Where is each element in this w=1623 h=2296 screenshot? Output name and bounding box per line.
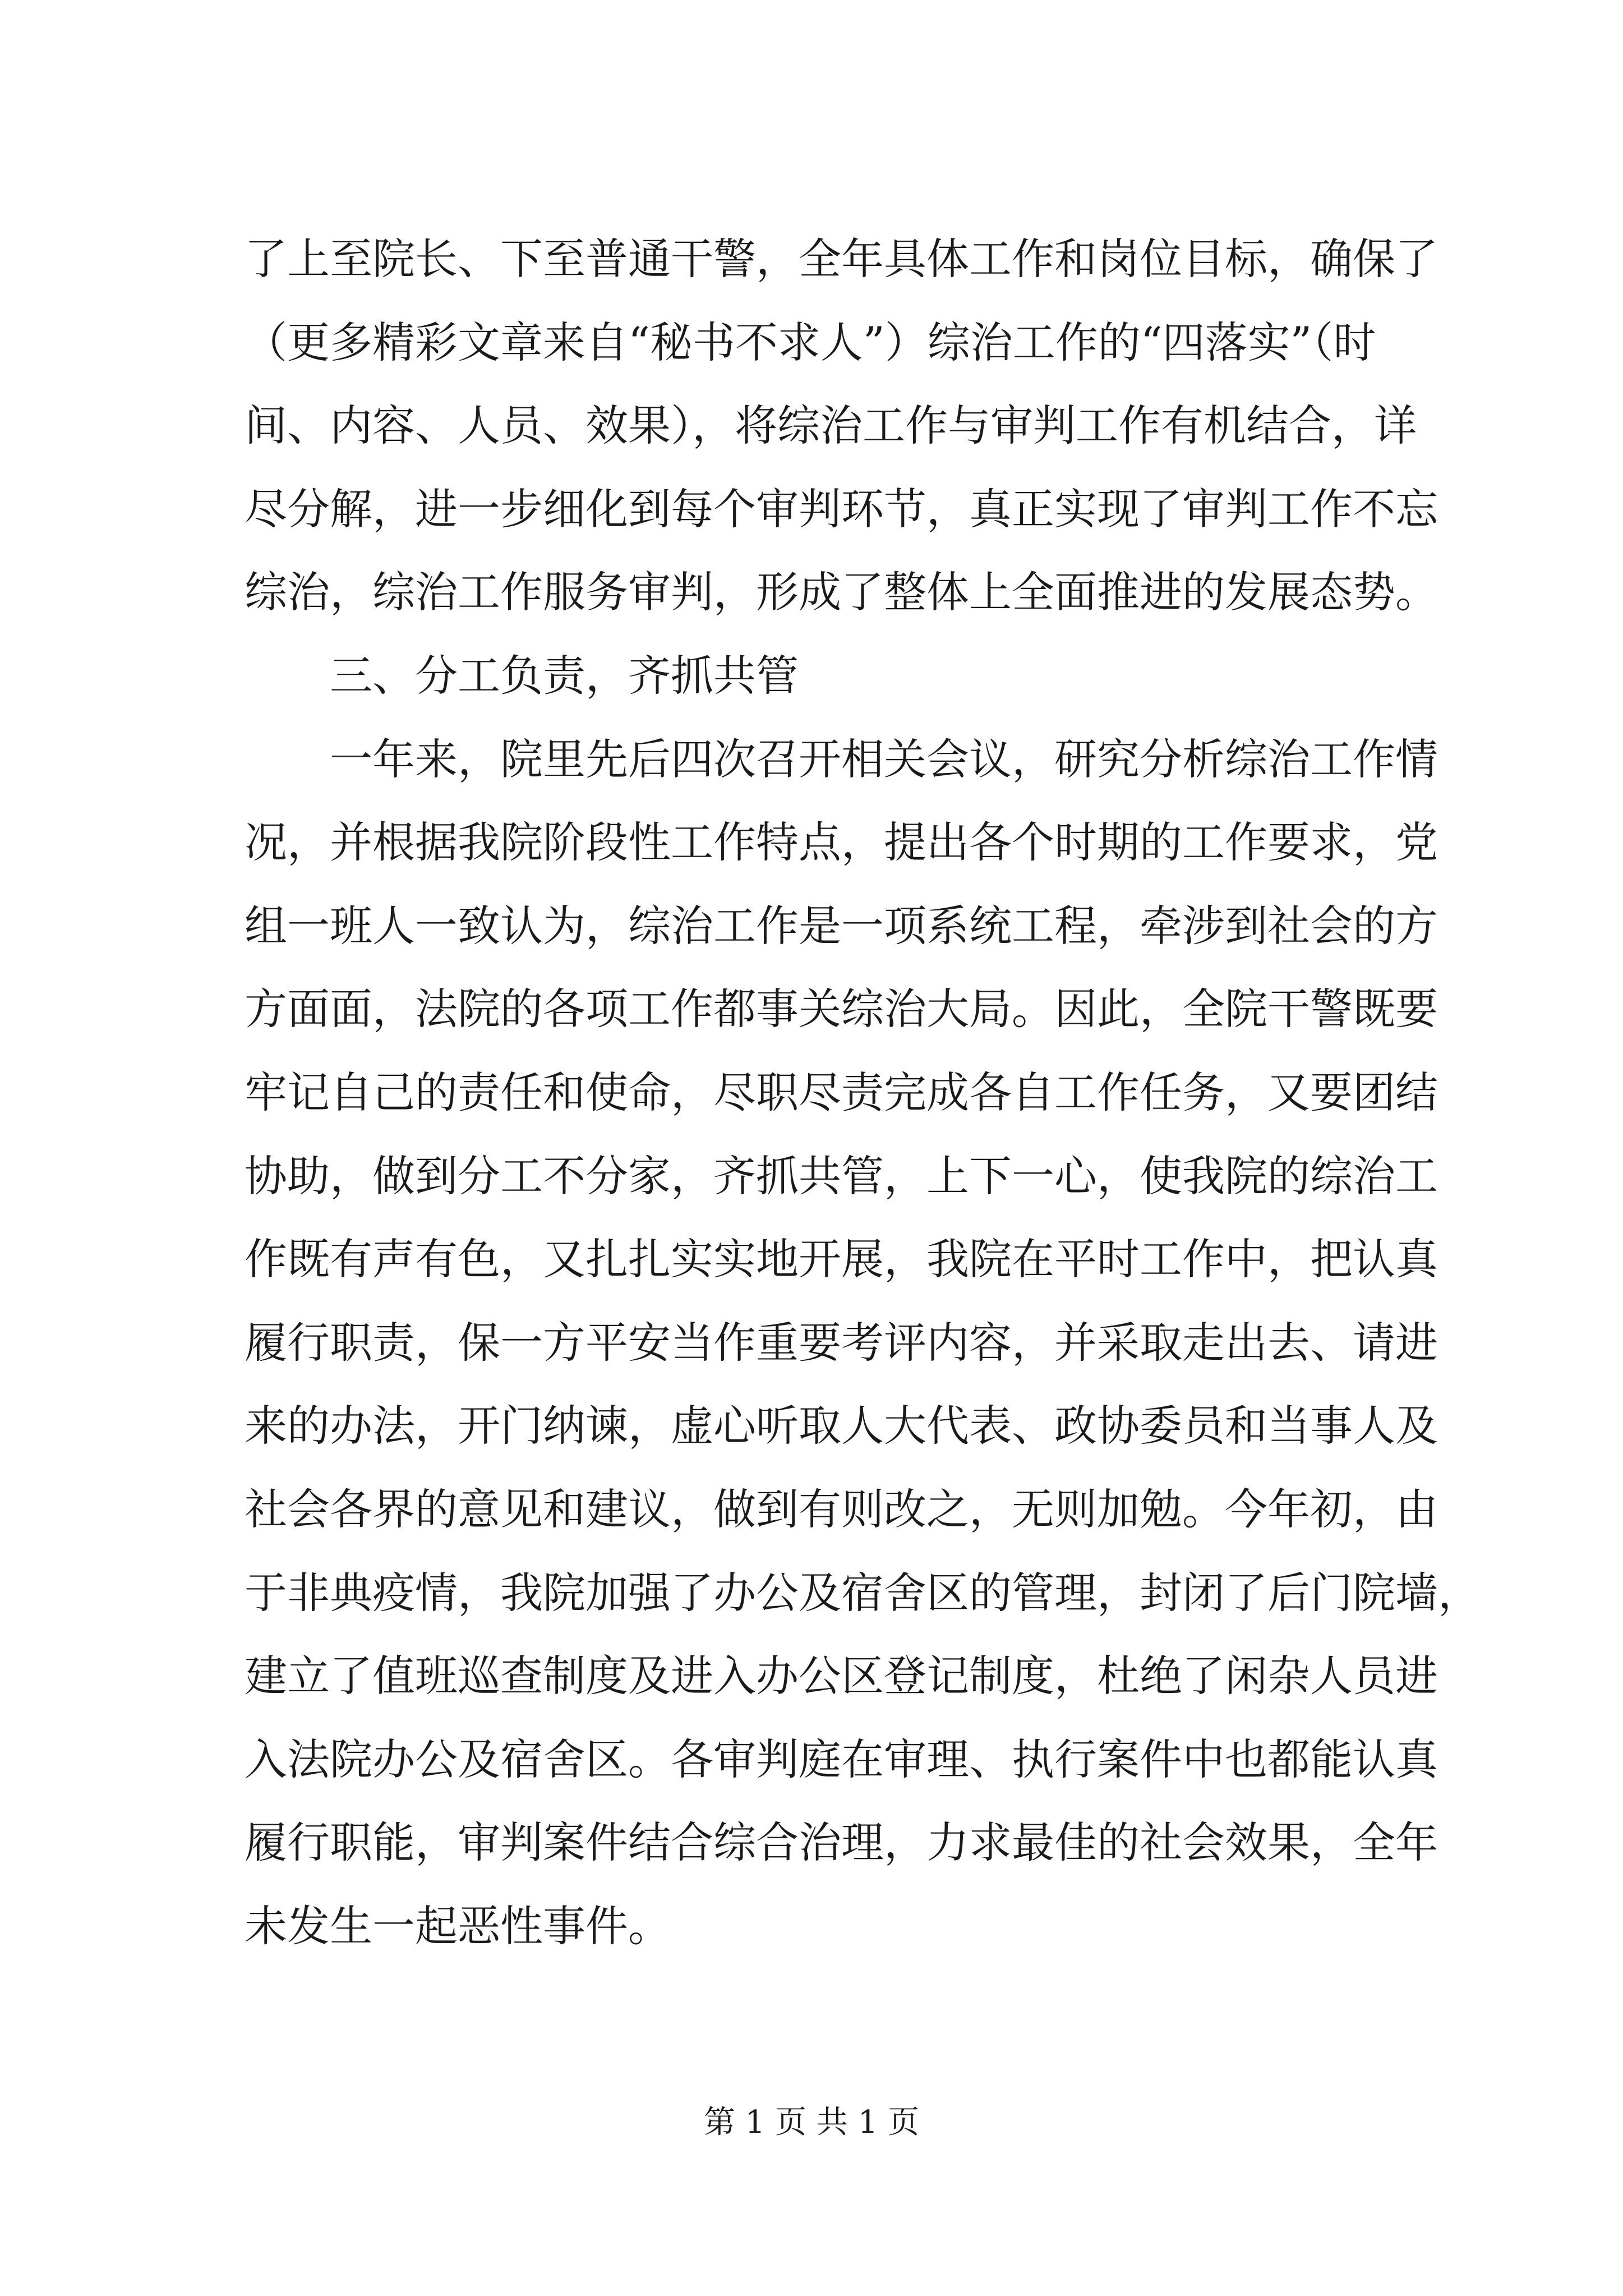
text-line: 于非典疫情，我院加强了办公及宿舍区的管理，封闭了后门院墙，	[245, 1567, 1481, 1618]
text-line: 社会各界的意见和建议，做到有则改之，无则加勉。今年初，由	[245, 1484, 1438, 1534]
text-line: 入法院办公及宿舍区。各审判庭在审理、执行案件中也都能认真	[245, 1734, 1438, 1784]
text-line: 协助，做到分工不分家，齐抓共管，上下一心，使我院的综治工	[245, 1151, 1438, 1201]
text-line: 履行职能，审判案件结合综合治理，力求最佳的社会效果，全年	[245, 1818, 1438, 1868]
text-line: 了上至院长、下至普通干警，全年具体工作和岗位目标，确保了	[245, 234, 1438, 284]
text-line: 建立了值班巡查制度及进入办公区登记制度，杜绝了闲杂人员进	[245, 1651, 1438, 1701]
text-line: 作既有声有色，又扎扎实实地开展，我院在平时工作中，把认真	[245, 1234, 1438, 1285]
body-text	[245, 218, 1481, 1968]
text-line: 方面面，法院的各项工作都事关综治大局。因此，全院干警既要	[245, 984, 1438, 1034]
text-line: 未发生一起恶性事件。	[245, 1901, 671, 1951]
text-line: 一年来，院里先后四次召开相关会议，研究分析综治工作情	[245, 734, 1438, 784]
text-line: 来的办法，开门纳谏，虚心听取人大代表、政协委员和当事人及	[245, 1401, 1438, 1451]
text-line: 履行职责，保一方平安当作重要考评内容，并采取走出去、请进	[245, 1317, 1438, 1368]
text-line: 组一班人一致认为，综治工作是一项系统工程，牵涉到社会的方	[245, 900, 1438, 951]
text-line: 况，并根据我院阶段性工作特点，提出各个时期的工作要求，党	[245, 817, 1438, 868]
page-number-label: 第 1 页 共 1 页	[703, 2104, 920, 2141]
page-footer	[0, 2100, 1623, 2145]
text-line: 间、内容、人员、效果），将综治工作与审判工作有机结合，详	[245, 401, 1417, 451]
text-line: （更多精彩文章来自“秘书不求人”）综治工作的“四落实”（时	[245, 317, 1376, 367]
section-heading: 三、分工负责，齐抓共管	[245, 650, 799, 701]
text-line: 综治，综治工作服务审判，形成了整体上全面推进的发展态势。	[245, 567, 1438, 618]
text-line: 尽分解，进一步细化到每个审判环节，真正实现了审判工作不忘	[245, 484, 1438, 534]
text-line: 牢记自己的责任和使命，尽职尽责完成各自工作任务，又要团结	[245, 1067, 1438, 1117]
